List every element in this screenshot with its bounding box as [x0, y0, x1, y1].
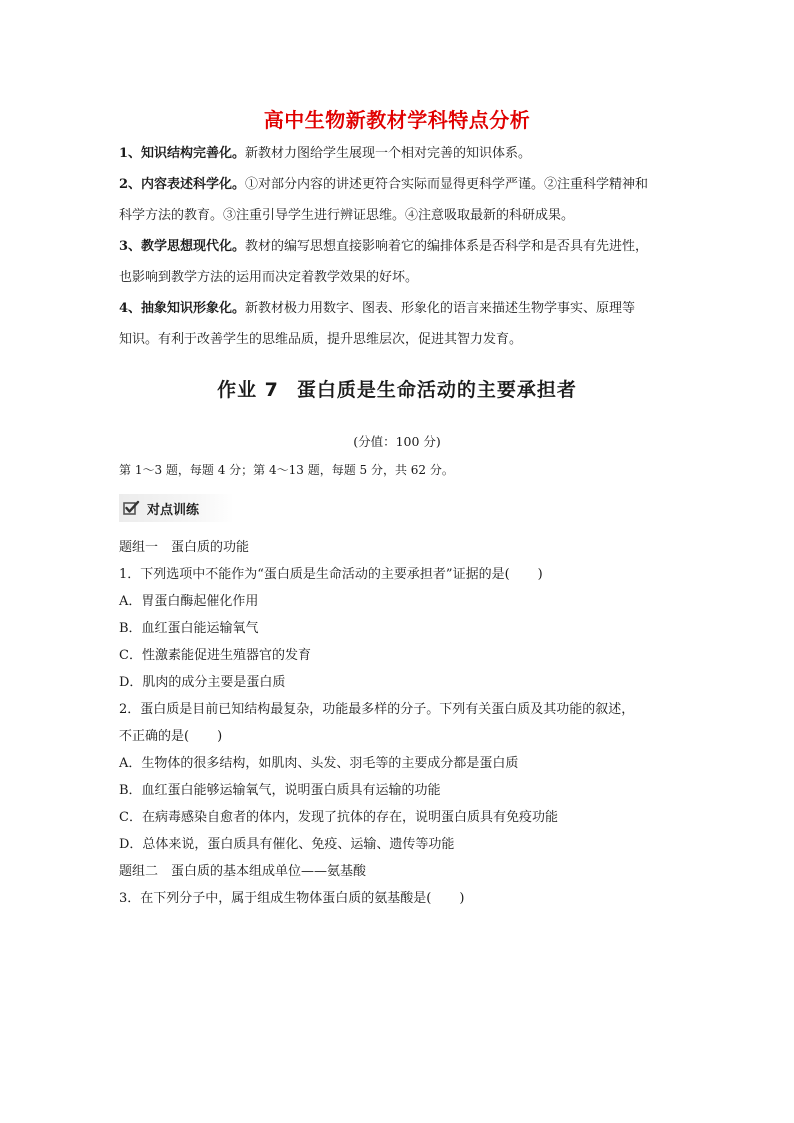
question-2-option-d: D．总体来说，蛋白质具有催化、免疫、运输、遗传等功能 — [119, 837, 455, 852]
question-group-2: 题组二 蛋白质的基本组成单位——氨基酸 — [119, 864, 367, 879]
question-1-option-c: C．性激素能促进生殖器官的发育 — [119, 648, 311, 663]
question-2-option-a: A．生物体的很多结构，如肌肉、头发、羽毛等的主要成分都是蛋白质 — [119, 756, 519, 771]
question-2-option-c: C．在病毒感染自愈者的体内，发现了抗体的存在，说明蛋白质具有免疫功能 — [119, 810, 558, 825]
question-1-text: 1．下列选项中不能作为“蛋白质是生命活动的主要承担者”证据的是( — [119, 567, 510, 582]
question-3-close-paren: ) — [459, 891, 465, 906]
homework-number: 作业 7 — [217, 379, 279, 401]
feature-3-text-line-2: 也影响到教学方法的运用而决定着教学效果的好坏。 — [119, 270, 419, 285]
feature-3-lead: 3、教学思想现代化。 — [119, 239, 246, 254]
feature-4-text-line-1: 新教材极力用数字、图表、形象化的语言来描述生物学事实、原理等 — [245, 301, 636, 316]
checkbox-check-icon — [122, 499, 140, 517]
question-1-option-a: A．胃蛋白酶起催化作用 — [119, 594, 259, 609]
question-3-text: 3．在下列分子中，属于组成生物体蛋白质的氨基酸是( — [119, 891, 432, 906]
feature-3-text-line-1: 教材的编写思想直接影响着它的编排体系是否科学和是否具有先进性， — [245, 239, 649, 254]
feature-4 — [119, 293, 679, 355]
feature-4-lead: 4、抽象知识形象化。 — [119, 301, 246, 316]
feature-1-text: 新教材力图给学生展现一个相对完善的知识体系。 — [245, 146, 532, 161]
score-value: (分值：100 分) — [353, 434, 441, 449]
feature-2 — [119, 169, 679, 231]
question-1-close-paren: ) — [537, 567, 543, 582]
feature-2-text-line-1: ①对部分内容的讲述更符合实际而显得更科学严谨。②注重科学精神和 — [245, 177, 649, 192]
homework-title — [0, 375, 794, 402]
question-1-option-d: D．肌肉的成分主要是蛋白质 — [119, 675, 286, 690]
question-2-stem-line-2 — [119, 725, 222, 744]
question-1-option-b: B．血红蛋白能运输氧气 — [119, 621, 259, 636]
feature-4-text-line-2: 知识。有利于改善学生的思维品质，提升思维层次，促进其智力发育。 — [119, 332, 523, 347]
score-rule: 第 1～3 题，每题 4 分；第 4～13 题，每题 5 分，共 62 分。 — [119, 463, 454, 477]
question-3-stem — [119, 887, 464, 906]
feature-1 — [119, 138, 679, 169]
question-2-option-b: B．血红蛋白能够运输氧气，说明蛋白质具有运输的功能 — [119, 783, 441, 798]
question-2-stem-line-1: 2．蛋白质是目前已知结构最复杂，功能最多样的分子。下列有关蛋白质及其功能的叙述， — [119, 702, 635, 717]
section-label: 对点训练 — [147, 502, 200, 518]
question-group-1: 题组一 蛋白质的功能 — [119, 540, 250, 555]
question-1-stem — [119, 563, 543, 582]
feature-2-text-line-2: 科学方法的教育。③注重引导学生进行辨证思维。④注意吸取最新的科研成果。 — [119, 208, 575, 223]
section-header — [119, 494, 234, 522]
homework-topic: 蛋白质是生命活动的主要承担者 — [296, 379, 577, 401]
feature-3 — [119, 231, 679, 293]
feature-2-lead: 2、内容表述科学化。 — [119, 177, 246, 192]
page-title: 高中生物新教材学科特点分析 — [263, 108, 531, 132]
question-2-close-paren: ) — [217, 729, 223, 744]
question-2-text: 不正确的是( — [119, 729, 190, 744]
feature-1-lead: 1、知识结构完善化。 — [119, 146, 246, 161]
